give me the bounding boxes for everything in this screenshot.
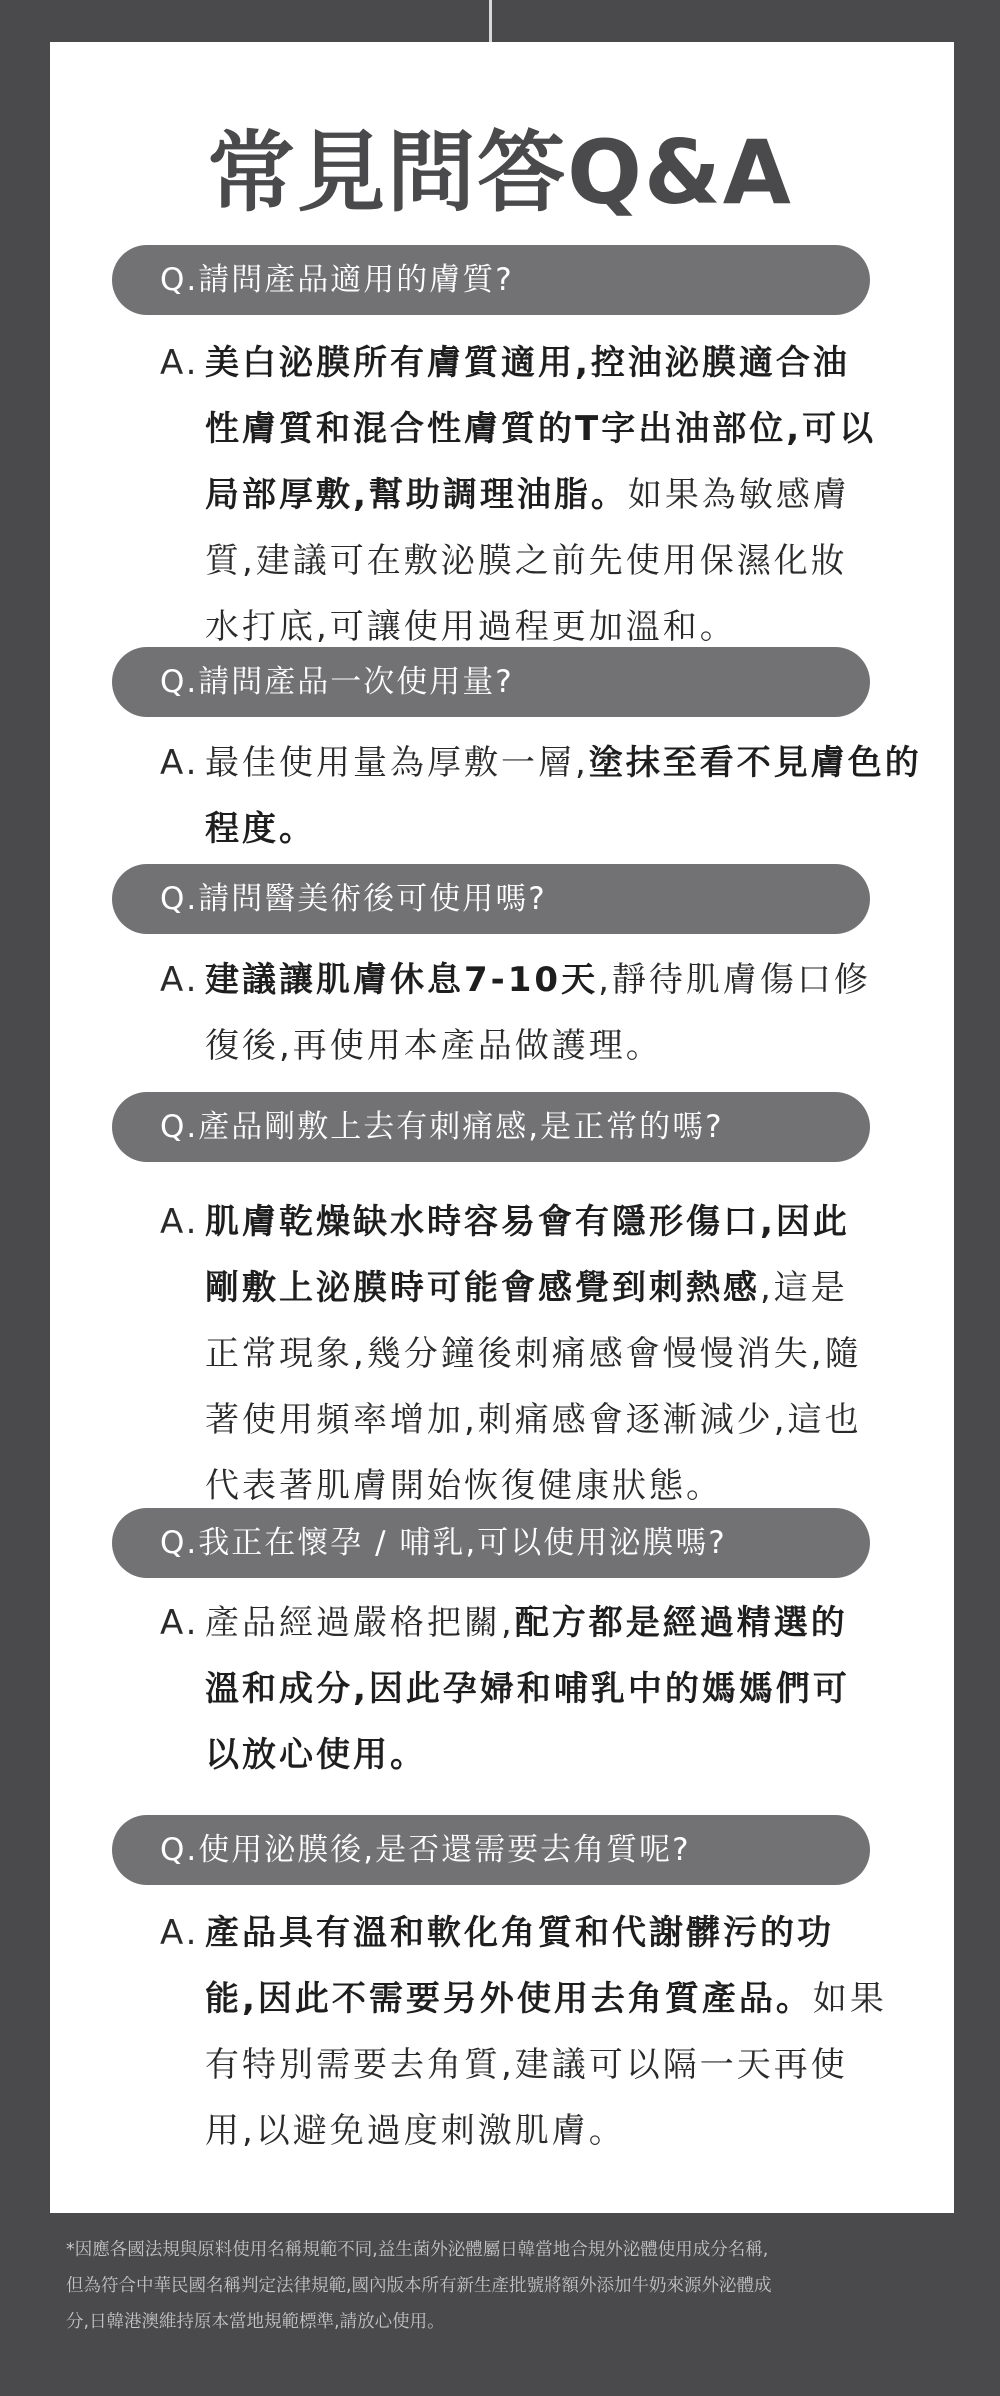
answer-text: 正常現象,幾分鐘後刺痛感會慢慢消失,隨 (205, 1334, 862, 1374)
answer-emphasis-text: 以放心使用。 (205, 1735, 427, 1775)
answer-emphasis-text: 剛敷上泌膜時可能會感覺到刺熱感 (205, 1268, 760, 1308)
answer-line (160, 396, 880, 462)
answer-text: 最佳使用量為厚敷一層, (205, 743, 589, 783)
answer-block-5 (160, 1590, 880, 1788)
answer-block-6 (160, 1900, 887, 2164)
answer-emphasis-text: 塗抹至看不見膚色的 (588, 743, 922, 783)
answer-line (160, 947, 880, 1013)
answer-line (160, 1966, 887, 2032)
answer-prefix: A. (160, 743, 200, 783)
question-pill-4: Q.產品剛敷上去有刺痛感,是正常的嗎? (112, 1092, 870, 1162)
answer-block-4 (160, 1189, 880, 1519)
answer-text: 如果為敏感膚 (627, 475, 850, 515)
answer-line (160, 2098, 880, 2164)
answer-prefix: A. (160, 343, 200, 383)
answer-text: 水打底,可讓使用過程更加溫和。 (205, 607, 737, 647)
answer-emphasis-text: 局部厚敷,幫助調理油脂。 (205, 475, 628, 515)
answer-emphasis-text: 溫和成分,因此孕婦和哺乳中的媽媽們可 (205, 1669, 850, 1709)
footnote-line: 但為符合中華民國名稱判定法律規範,國內版本所有新生產批號將額外添加牛奶來源外泌體成 (66, 2276, 772, 2296)
page-title: 常見問答Q&A (207, 121, 793, 224)
disclaimer-footnote (66, 2232, 946, 2340)
answer-text: ,靜待肌膚傷口修 (598, 960, 871, 1000)
answer-text: 用,以避免過度刺激肌膚。 (205, 2111, 626, 2151)
answer-line (160, 462, 880, 528)
answer-prefix: A. (160, 1603, 200, 1643)
answer-line (160, 1013, 880, 1079)
answer-emphasis-text: 性膚質和混合性膚質的T字出油部位,可以 (205, 409, 877, 449)
answer-emphasis-text: 產品具有溫和軟化角質和代謝髒污的功 (205, 1913, 834, 1953)
answer-line (160, 1387, 880, 1453)
answer-line (160, 528, 880, 594)
answer-emphasis-text: 配方都是經過精選的 (514, 1603, 848, 1643)
answer-text: 代表著肌膚開始恢復健康狀態。 (205, 1466, 723, 1506)
question-pill-6: Q.使用泌膜後,是否還需要去角質呢? (112, 1815, 870, 1885)
answer-emphasis-text: 肌膚乾燥缺水時容易會有隱形傷口,因此 (205, 1202, 850, 1242)
answer-line (160, 1590, 880, 1656)
answer-text: 質,建議可在敷泌膜之前先使用保濕化妝 (205, 541, 848, 581)
answer-line (160, 330, 880, 396)
answer-block-2 (160, 730, 922, 862)
answer-text: 如果 (812, 1979, 887, 2019)
question-pill-5: Q.我正在懷孕 / 哺乳,可以使用泌膜嗎? (112, 1508, 870, 1578)
answer-line (160, 796, 880, 862)
answer-emphasis-text: 建議讓肌膚休息7-10天 (205, 960, 599, 1000)
question-pill-3: Q.請問醫美術後可使用嗎? (112, 864, 870, 934)
answer-line (160, 1722, 880, 1788)
answer-line (160, 1321, 880, 1387)
answer-emphasis-text: 程度。 (205, 809, 316, 849)
answer-line (160, 1255, 880, 1321)
answer-prefix: A. (160, 960, 200, 1000)
answer-text: 產品經過嚴格把關, (205, 1603, 515, 1643)
footnote-line: *因應各國法規與原料使用名稱規範不同,益生菌外泌體屬日韓當地合規外泌體使用成分名稱, (66, 2240, 769, 2260)
answer-text: ,這是 (760, 1268, 848, 1308)
answer-block-3 (160, 947, 880, 1079)
answer-line (160, 2032, 880, 2098)
answer-line (160, 1900, 880, 1966)
answer-line (160, 1656, 880, 1722)
top-divider-line (489, 0, 492, 42)
answer-line (160, 1189, 880, 1255)
question-pill-1: Q.請問產品適用的膚質? (112, 245, 870, 315)
answer-prefix: A. (160, 1202, 200, 1242)
answer-block-1 (160, 330, 880, 660)
answer-prefix: A. (160, 1913, 200, 1953)
answer-text: 有特別需要去角質,建議可以隔一天再使 (205, 2045, 848, 2085)
footnote-line: 分,日韓港澳維持原本當地規範標準,請放心使用。 (66, 2312, 445, 2332)
answer-text: 復後,再使用本產品做護理。 (205, 1026, 663, 1066)
answer-line (160, 730, 922, 796)
answer-emphasis-text: 美白泌膜所有膚質適用,控油泌膜適合油 (205, 343, 850, 383)
answer-emphasis-text: 能,因此不需要另外使用去角質產品。 (205, 1979, 813, 2019)
question-pill-2: Q.請問產品一次使用量? (112, 647, 870, 717)
answer-text: 著使用頻率增加,刺痛感會逐漸減少,這也 (205, 1400, 862, 1440)
